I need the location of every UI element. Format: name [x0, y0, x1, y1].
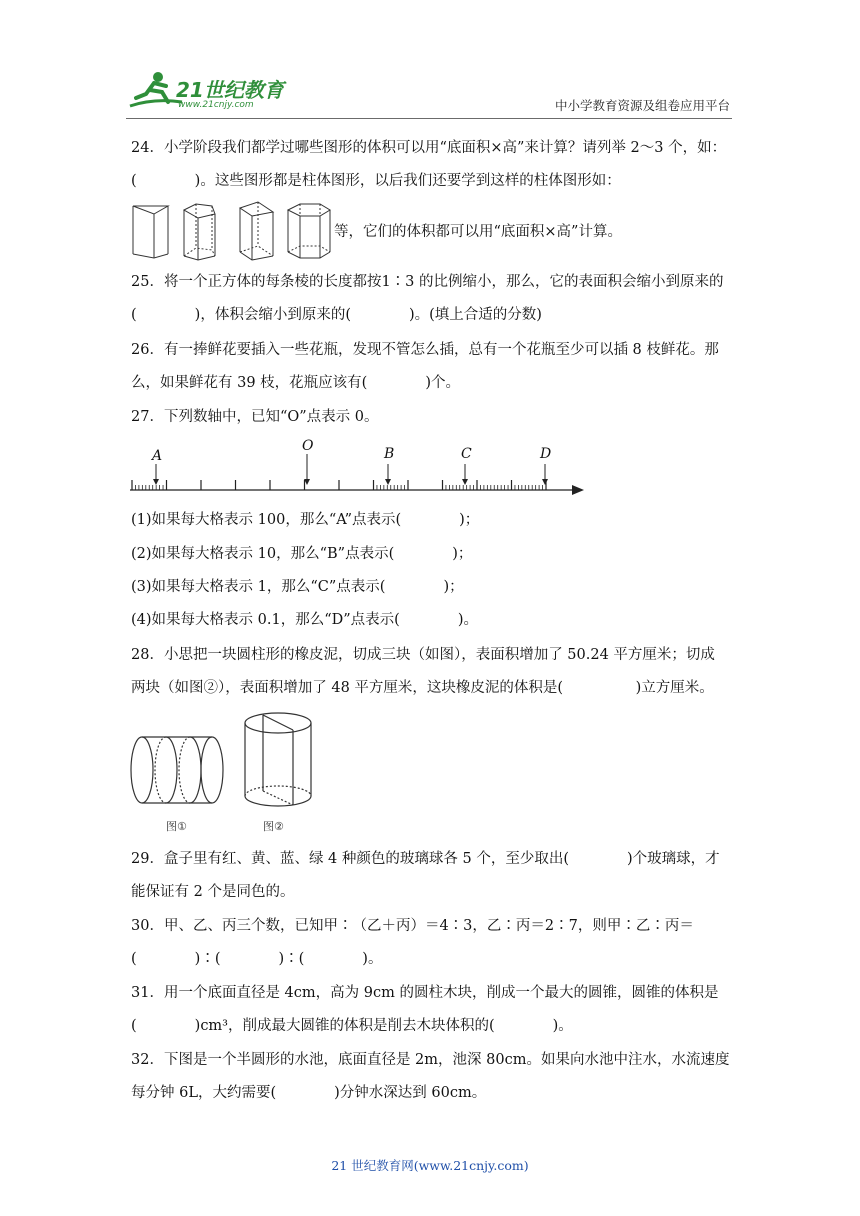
q27-line1: 27．下列数轴中，已知“O”点表示 0。	[131, 409, 379, 425]
quadrilateral-prism-icon	[240, 202, 273, 260]
platform-name: 中小学教育资源及组卷应用平台	[554, 98, 730, 113]
logo-main-text: 21世纪教育	[176, 78, 284, 102]
footer-text: 21 世纪教育网(www.21cnjy.com)	[331, 1158, 529, 1173]
number-line-svg	[126, 436, 588, 502]
q24-line1: 24．小学阶段我们都学过哪些图形的体积可以用“底面积×高”来计算？请列举 2～3 个，如：	[131, 140, 727, 156]
fig2-label: 图②	[263, 820, 284, 833]
hexagonal-prism-icon	[288, 204, 330, 258]
number-line-figure	[126, 436, 588, 502]
logo-url-text: www.21cnjy.com	[178, 100, 254, 110]
axis-letter-b: B	[384, 446, 395, 462]
axis-letter-o: O	[302, 438, 314, 454]
q27-sub3: (3)如果每大格表示 1，那么“C”点表示( )；	[131, 579, 464, 595]
q28-line2: 两块（如图②），表面积增加了 48 平方厘米，这块橡皮泥的体积是( )立方厘米。	[131, 680, 714, 696]
down-arrow-icon	[385, 479, 391, 485]
triangular-prism-icon	[133, 206, 168, 258]
q24-line2: ( )。这些图形都是柱体图形，以后我们还要学到这样的柱体图形如：	[131, 173, 621, 189]
axis-letter-c: C	[461, 446, 472, 462]
q25-line1: 25．将一个正方体的每条棱的长度都按1∶3 的比例缩小，那么，它的表面积会缩小到原来的	[131, 274, 724, 290]
q29-line1: 29．盒子里有红、黄、蓝、绿 4 种颜色的玻璃球各 5 个，至少取出( )个玻璃球，才	[131, 851, 720, 867]
down-arrow-icon	[462, 479, 468, 485]
pentagonal-prism-icon	[184, 204, 215, 260]
axis-arrow-icon	[572, 485, 584, 495]
q27-sub2: (2)如果每大格表示 10，那么“B”点表示( )；	[131, 546, 473, 562]
q28-line1: 28．小思把一块圆柱形的橡皮泥，切成三块（如图），表面积增加了 50.24 平方厘米；切成	[131, 647, 715, 663]
q26-line1: 26．有一捧鲜花要插入一些花瓶，发现不管怎么插，总有一个花瓶至少可以插 8 枝鲜花。那	[131, 342, 719, 358]
down-arrow-icon	[153, 479, 159, 485]
q25-line2: ( )，体积会缩小到原来的( )。(填上合适的分数)	[131, 307, 542, 323]
q30-line2: ( )∶( )∶( )。	[131, 951, 383, 967]
prism-figures	[130, 200, 335, 262]
axis-letter-a: A	[152, 448, 163, 464]
q27-sub4: (4)如果每大格表示 0.1，那么“D”点表示( )。	[131, 612, 478, 628]
axis-letter-d: D	[540, 446, 552, 462]
q29-line2: 能保证有 2 个是同色的。	[131, 884, 295, 900]
q31-line2: ( )cm³，削成最大圆锥的体积是削去木块体积的( )。	[131, 1018, 573, 1034]
q30-line1: 30．甲、乙、丙三个数，已知甲∶（乙＋丙）＝4∶3，乙∶丙＝2∶7，则甲∶乙∶丙＝	[131, 918, 694, 934]
q32-line1: 32．下图是一个半圆形的水池，底面直径是 2m，池深 80cm。如果向水池中注水，水流速度	[131, 1052, 730, 1068]
q26-line2: 么，如果鲜花有 39 枝，花瓶应该有( )个。	[131, 375, 460, 391]
down-arrow-icon	[542, 479, 548, 485]
site-logo	[124, 68, 294, 114]
cylinder-figure-2	[241, 710, 315, 810]
q24-line3: 等，它们的体积都可以用“底面积×高”计算。	[334, 224, 622, 240]
header-divider	[126, 118, 732, 119]
q27-sub1: (1)如果每大格表示 100，那么“A”点表示( )；	[131, 512, 480, 528]
q31-line1: 31．用一个底面直径是 4cm，高为 9cm 的圆柱木块，削成一个最大的圆锥，圆锥的体积是	[131, 985, 719, 1001]
cylinder-figure-1	[128, 732, 228, 808]
fig1-label: 图①	[166, 820, 187, 833]
q32-line2: 每分钟 6L，大约需要( )分钟水深达到 60cm。	[131, 1085, 487, 1101]
